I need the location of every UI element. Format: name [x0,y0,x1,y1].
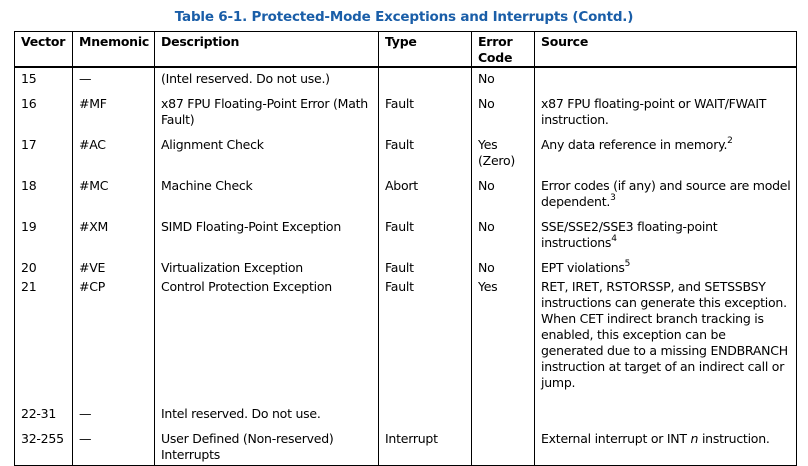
cell-mnemonic: #VE [73,259,155,278]
cell-vector: 20 [15,259,73,278]
cell-type: Fault [379,95,472,136]
cell-source [535,405,797,430]
cell-vector: 21 [15,278,73,405]
header-row [15,32,797,68]
cell-source [535,218,797,259]
cell-error-code [472,430,535,466]
cell-description: (Intel reserved. Do not use.) [155,67,379,95]
table-caption: Table 6-1. Protected-Mode Exceptions and Interrupts (Contd.) [174,9,634,25]
cell-type [379,67,472,95]
table-row [15,218,797,259]
cell-vector: 32-255 [15,430,73,466]
cell-vector: 17 [15,136,73,177]
cell-error-code: No [472,67,535,95]
table-row [15,430,797,466]
cell-vector: 22-31 [15,405,73,430]
source-italic-text: n [690,431,699,446]
footnote-ref: 2 [727,135,733,146]
cell-source [535,177,797,218]
cell-source [535,136,797,177]
header-type: Type [379,32,472,68]
table-row [15,136,797,177]
header-description: Description [155,32,379,68]
cell-error-code: No [472,259,535,278]
cell-type: Fault [379,136,472,177]
cell-error-code: No [472,218,535,259]
source-text: Any data reference in memory. [541,137,728,152]
header-source: Source [535,32,797,68]
cell-type: Abort [379,177,472,218]
cell-source [535,259,797,278]
cell-source: x87 FPU floating-point or WAIT/FWAIT instruction. [535,95,797,136]
cell-description: Machine Check [155,177,379,218]
source-text: External interrupt or INT [541,431,691,446]
cell-mnemonic: #XM [73,218,155,259]
cell-error-code [472,405,535,430]
cell-description: SIMD Floating-Point Exception [155,218,379,259]
table-row [15,95,797,136]
source-text: instruction. [698,431,770,446]
cell-description: User Defined (Non-reserved) Interrupts [155,430,379,466]
cell-type: Fault [379,259,472,278]
cell-type: Fault [379,218,472,259]
cell-source [535,430,797,466]
cell-vector: 16 [15,95,73,136]
cell-type [379,405,472,430]
footnote-ref: 3 [610,192,616,203]
cell-type: Fault [379,278,472,405]
cell-error-code: No [472,95,535,136]
footnote-ref: 4 [611,233,617,244]
table-row [15,67,797,95]
table-row [15,259,797,278]
cell-vector: 19 [15,218,73,259]
cell-source: RET, IRET, RSTORSSP, and SETSSBSY instructions can generate this exception. When CET indirect branch tracking is enabled, this exception can be generated due to a missing ENDBRANCH instruction at target of an indirect call or jump. [535,278,797,405]
cell-description: Alignment Check [155,136,379,177]
source-text: EPT violations [541,260,625,275]
cell-description: Control Protection Exception [155,278,379,405]
cell-mnemonic: #CP [73,278,155,405]
cell-source [535,67,797,95]
table-row [15,278,797,405]
cell-description: x87 FPU Floating-Point Error (Math Fault) [155,95,379,136]
header-mnemonic: Mnemonic [73,32,155,68]
cell-description: Virtualization Exception [155,259,379,278]
cell-error-code: No [472,177,535,218]
source-text: Error codes (if any) and source are model dependent. [541,178,791,209]
cell-mnemonic: — [73,405,155,430]
header-vector: Vector [15,32,73,68]
cell-error-code: Yes [472,278,535,405]
cell-mnemonic: #MC [73,177,155,218]
cell-mnemonic: — [73,67,155,95]
cell-type: Interrupt [379,430,472,466]
table-row [15,405,797,430]
cell-vector: 18 [15,177,73,218]
source-text: SSE/SSE2/SSE3 floating-point instructions [541,219,718,250]
header-error-code: Error Code [472,32,535,68]
cell-mnemonic: #AC [73,136,155,177]
cell-description: Intel reserved. Do not use. [155,405,379,430]
cell-mnemonic: #MF [73,95,155,136]
cell-error-code: Yes (Zero) [472,136,535,177]
cell-mnemonic: — [73,430,155,466]
footnote-ref: 5 [624,258,631,269]
cell-vector: 15 [15,67,73,95]
table-row [15,177,797,218]
exceptions-table [14,31,797,466]
